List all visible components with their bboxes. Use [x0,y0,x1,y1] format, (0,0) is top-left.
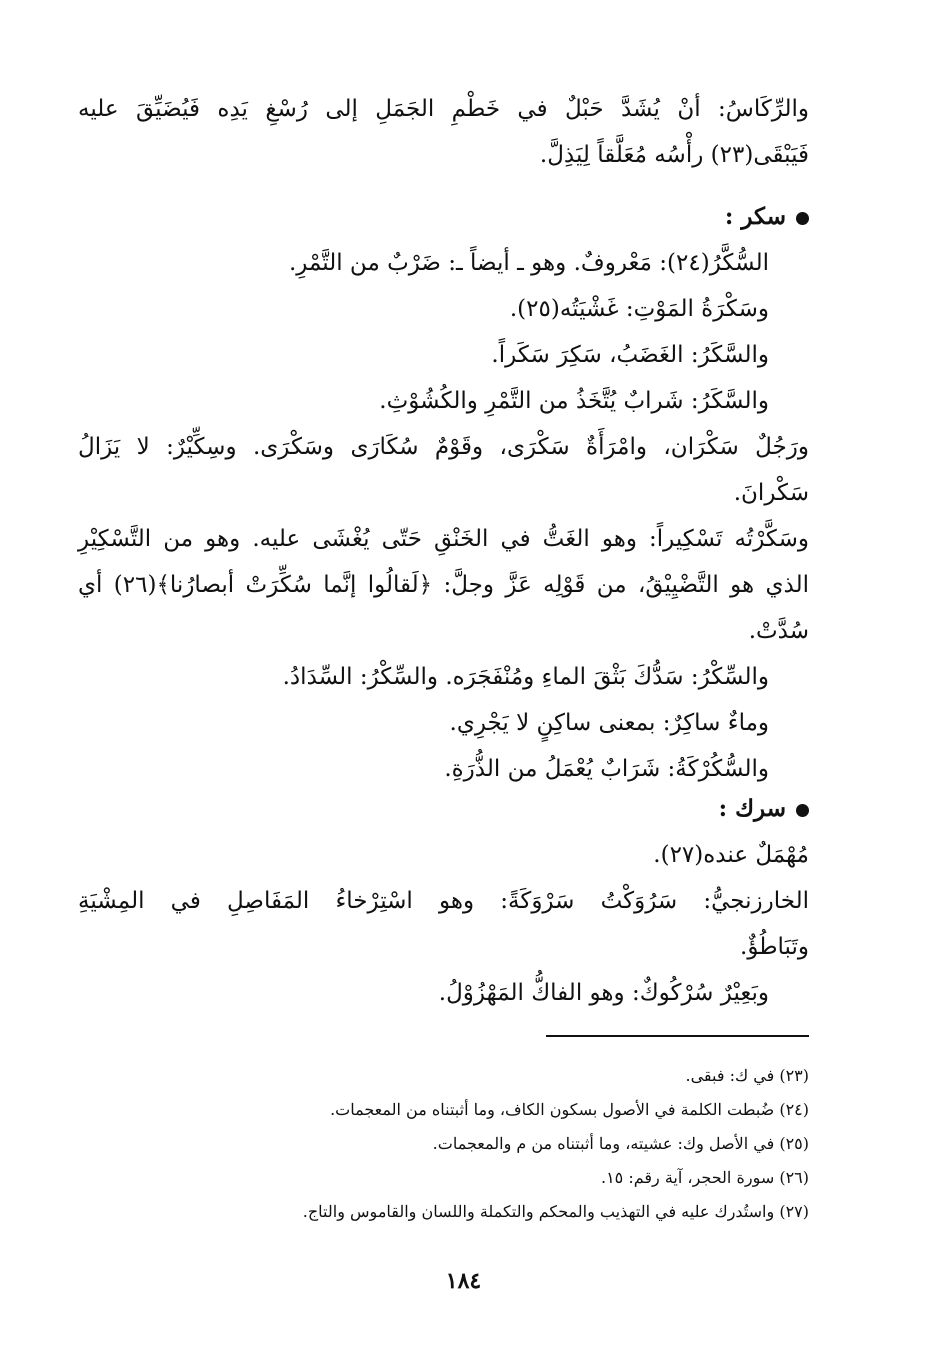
text-line: والسَّكَرُ: الغَضَبُ، سَكِرَ سَكَراً. [491,342,769,368]
footnote: (٢٥) في الأصل وك: عشيته، وما أثبتناه من م والمعجمات. [432,1134,809,1153]
bullet-icon [796,804,809,817]
text-line: وماءٌ ساكِرٌ: بمعنى ساكِنٍ لا يَجْرِي. [449,710,769,736]
text-line: والسُّكُرْكَةُ: شَرَابٌ يُعْمَلُ من الذُّرَةِ. [444,756,769,782]
section-heading [78,786,809,832]
footnote-separator [546,1035,809,1037]
section-heading-label: سرك : [718,795,786,822]
text-line: وتَبَاطُؤٌ. [740,934,809,960]
text-line: والرِّكَاسُ: أنْ يُشَدَّ حَبْلٌ في خَطْمِ الجَمَلِ إلى رُسْغِ يَدِه فَيُضَيِّقَ عليه [78,96,809,122]
footnote: (٢٣) في ك: فبقى. [685,1066,809,1085]
text-line: مُهْمَلٌ عنده(٢٧). [653,842,809,868]
text-line: ورَجُلٌ سَكْرَان، وامْرَأَةٌ سَكْرَى، وقَوْمٌ سُكَارَى وسَكْرَى. وسِكِّيْرٌ: لا يَزَالُ [78,434,809,460]
page-number: ١٨٤ [445,1268,482,1294]
section-heading-label: سكر : [724,203,786,230]
section-heading [78,194,809,240]
bullet-icon [796,212,809,225]
text-line: والسَّكَرُ: شَرابٌ يُتَّخَذُ من التَّمْرِ والكُشُوْثِ. [379,388,769,414]
text-line: الخارزنجيُّ: سَرُوَكْتُ سَرْوَكَةً: وهو اسْتِرْخاءُ المَفَاصِلِ في المِشْيَةِ [78,888,809,914]
text-line: السُّكَّرُ(٢٤): مَعْروفٌ. وهو ـ أيضاً ـ: ضَرْبٌ من التَّمْرِ. [288,250,769,276]
footnote: (٢٧) واستُدرك عليه في التهذيب والمحكم والتكملة واللسان والقاموس والتاج. [302,1202,809,1221]
text-line: وسَكْرَةُ المَوْتِ: غَشْيَتُه(٢٥). [509,296,769,322]
text-line: فَيَبْقَى(٢٣) رأْسُه مُعَلَّقاً لِيَذِلَّ. [539,142,809,168]
text-line: والسِّكْرُ: سَدُّكَ بَثْقَ الماءِ ومُنْفَجَرَه. والسِّكْرُ: السِّدَادُ. [282,664,769,690]
text-line: وسَكَّرْتُه تَسْكِيراً: وهو الغَتُّ في الخَنْقِ حَتّى يُغْشَى عليه. وهو من التَّسْكِيْرِ [78,526,809,552]
text-line: سُدَّتْ. [748,618,809,644]
footnote: (٢٤) ضُبطت الكلمة في الأصول بسكون الكاف، وما أثبتناه من المعجمات. [330,1100,809,1119]
text-line: الذي هو التَّضْيِيْقُ، من قَوْلِه عَزَّ وجلَّ: ﴿لَقالُوا إنَّما سُكِّرَتْ أبصارُنا﴾(٢٦) أي [78,572,809,598]
text-line: سَكْرانَ. [733,480,809,506]
text-line: وبَعِيْرٌ سُرْكُوكٌ: وهو الفاكُّ المَهْزُوْلُ. [438,980,769,1006]
footnote: (٢٦) سورة الحجر، آية رقم: ١٥. [600,1168,809,1187]
